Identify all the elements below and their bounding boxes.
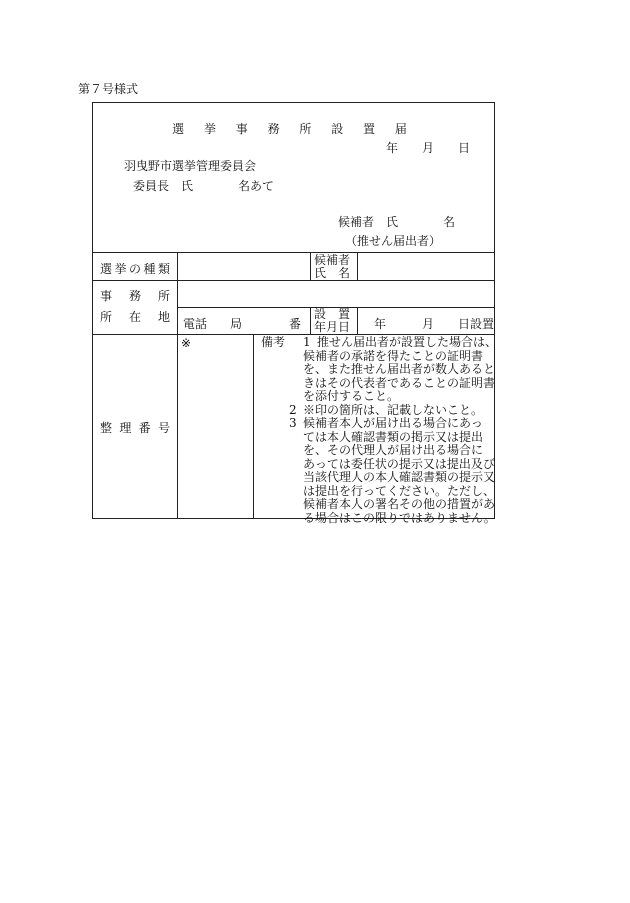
phone-number-label: 番 bbox=[289, 317, 302, 331]
row-divider-1 bbox=[93, 280, 494, 281]
applicant-name-label-1: 氏 bbox=[386, 215, 399, 229]
phone-label: 電話 bbox=[183, 317, 208, 331]
notes-label: 備考 bbox=[261, 335, 286, 349]
installed-month-label: 月 bbox=[422, 317, 435, 331]
chair-label: 委員長 bbox=[133, 179, 170, 193]
installed-date-label bbox=[314, 308, 350, 334]
note-line: ては本人確認書類の掲示又は提出 bbox=[303, 429, 484, 444]
note-line: 候補者本人が届け出る場合にあっ bbox=[303, 416, 483, 430]
reference-mark: ※ bbox=[181, 336, 192, 350]
column-divider-main bbox=[177, 252, 178, 519]
table-top-line bbox=[93, 252, 494, 253]
date-month-label: 月 bbox=[422, 141, 435, 155]
candidate-name-label-line1: 候補者 bbox=[314, 253, 351, 267]
chair-name-label: 氏 bbox=[181, 179, 194, 193]
applicant-note: （推せん届出者） bbox=[345, 234, 442, 248]
addressee-suffix: 名あて bbox=[238, 179, 275, 193]
note-item-1 bbox=[261, 336, 497, 350]
note-line: 当該代理人の本人確認書類の提示又 bbox=[303, 470, 496, 484]
phone-exchange-label: 局 bbox=[230, 317, 243, 331]
note-line: あっては委任状の提示又は提出及び bbox=[303, 456, 495, 471]
election-type-label: 選挙の種類 bbox=[100, 262, 170, 276]
installed-year-label: 年 bbox=[374, 317, 387, 331]
note-line: を、その代理人が届け出る場合に bbox=[303, 443, 484, 457]
note-item-2 bbox=[261, 404, 497, 418]
note-line: 候補者の承諾を得たことの証明書 bbox=[303, 348, 484, 363]
note-item-3 bbox=[261, 417, 497, 431]
installed-date-label-line2: 年月日 bbox=[314, 320, 351, 334]
note-line: は提出を行ってください。ただし、 bbox=[303, 483, 496, 498]
column-divider-notes bbox=[253, 334, 254, 519]
date-day-label: 日 bbox=[458, 141, 471, 155]
note-line: 候補者本人の署名その他の措置があ bbox=[303, 497, 496, 511]
note-line: ※印の箇所は、記載しないこと。 bbox=[303, 402, 484, 417]
addressee-organization: 羽曳野市選挙管理委員会 bbox=[124, 159, 257, 173]
applicant-name-label-2: 名 bbox=[443, 215, 456, 229]
note-line: 推せん届出者が設置した場合は、 bbox=[317, 335, 498, 349]
note-text bbox=[317, 336, 497, 350]
date-year-label: 年 bbox=[386, 141, 399, 155]
column-divider-installed bbox=[310, 307, 311, 334]
notes-section bbox=[261, 336, 497, 525]
note-line: きはその代表者であることの証明書 bbox=[303, 375, 496, 390]
note-number: 3 bbox=[289, 416, 297, 430]
note-number: 1 bbox=[303, 335, 311, 349]
column-divider-installed-value bbox=[357, 307, 358, 334]
column-divider-candidate-value bbox=[357, 252, 358, 280]
installed-day-label: 日設置 bbox=[458, 317, 495, 331]
office-location-label-line1: 事 務 所 bbox=[100, 289, 170, 303]
note-line: る場合はこの限りではありません。 bbox=[303, 510, 496, 525]
note-line: を、また推せん届出者が数人あると bbox=[303, 362, 496, 376]
notification-form bbox=[92, 102, 498, 525]
form-title: 選 挙 事 務 所 設 置 届 bbox=[172, 122, 415, 136]
office-location-label-line2: 所 在 地 bbox=[100, 310, 170, 324]
note-line: を添付すること。 bbox=[303, 389, 400, 403]
form-number: 第７号様式 bbox=[78, 82, 139, 96]
column-divider-candidate bbox=[310, 252, 311, 280]
candidate-name-label bbox=[314, 254, 350, 280]
applicant-label: 候補者 bbox=[338, 215, 375, 229]
installed-date-label-line1: 設 置 bbox=[314, 307, 351, 321]
note-number: 2 bbox=[289, 402, 297, 417]
candidate-name-label-line2: 氏 名 bbox=[314, 266, 351, 280]
reference-number-label: 整理番号 bbox=[100, 421, 170, 435]
office-location-label bbox=[100, 286, 170, 328]
